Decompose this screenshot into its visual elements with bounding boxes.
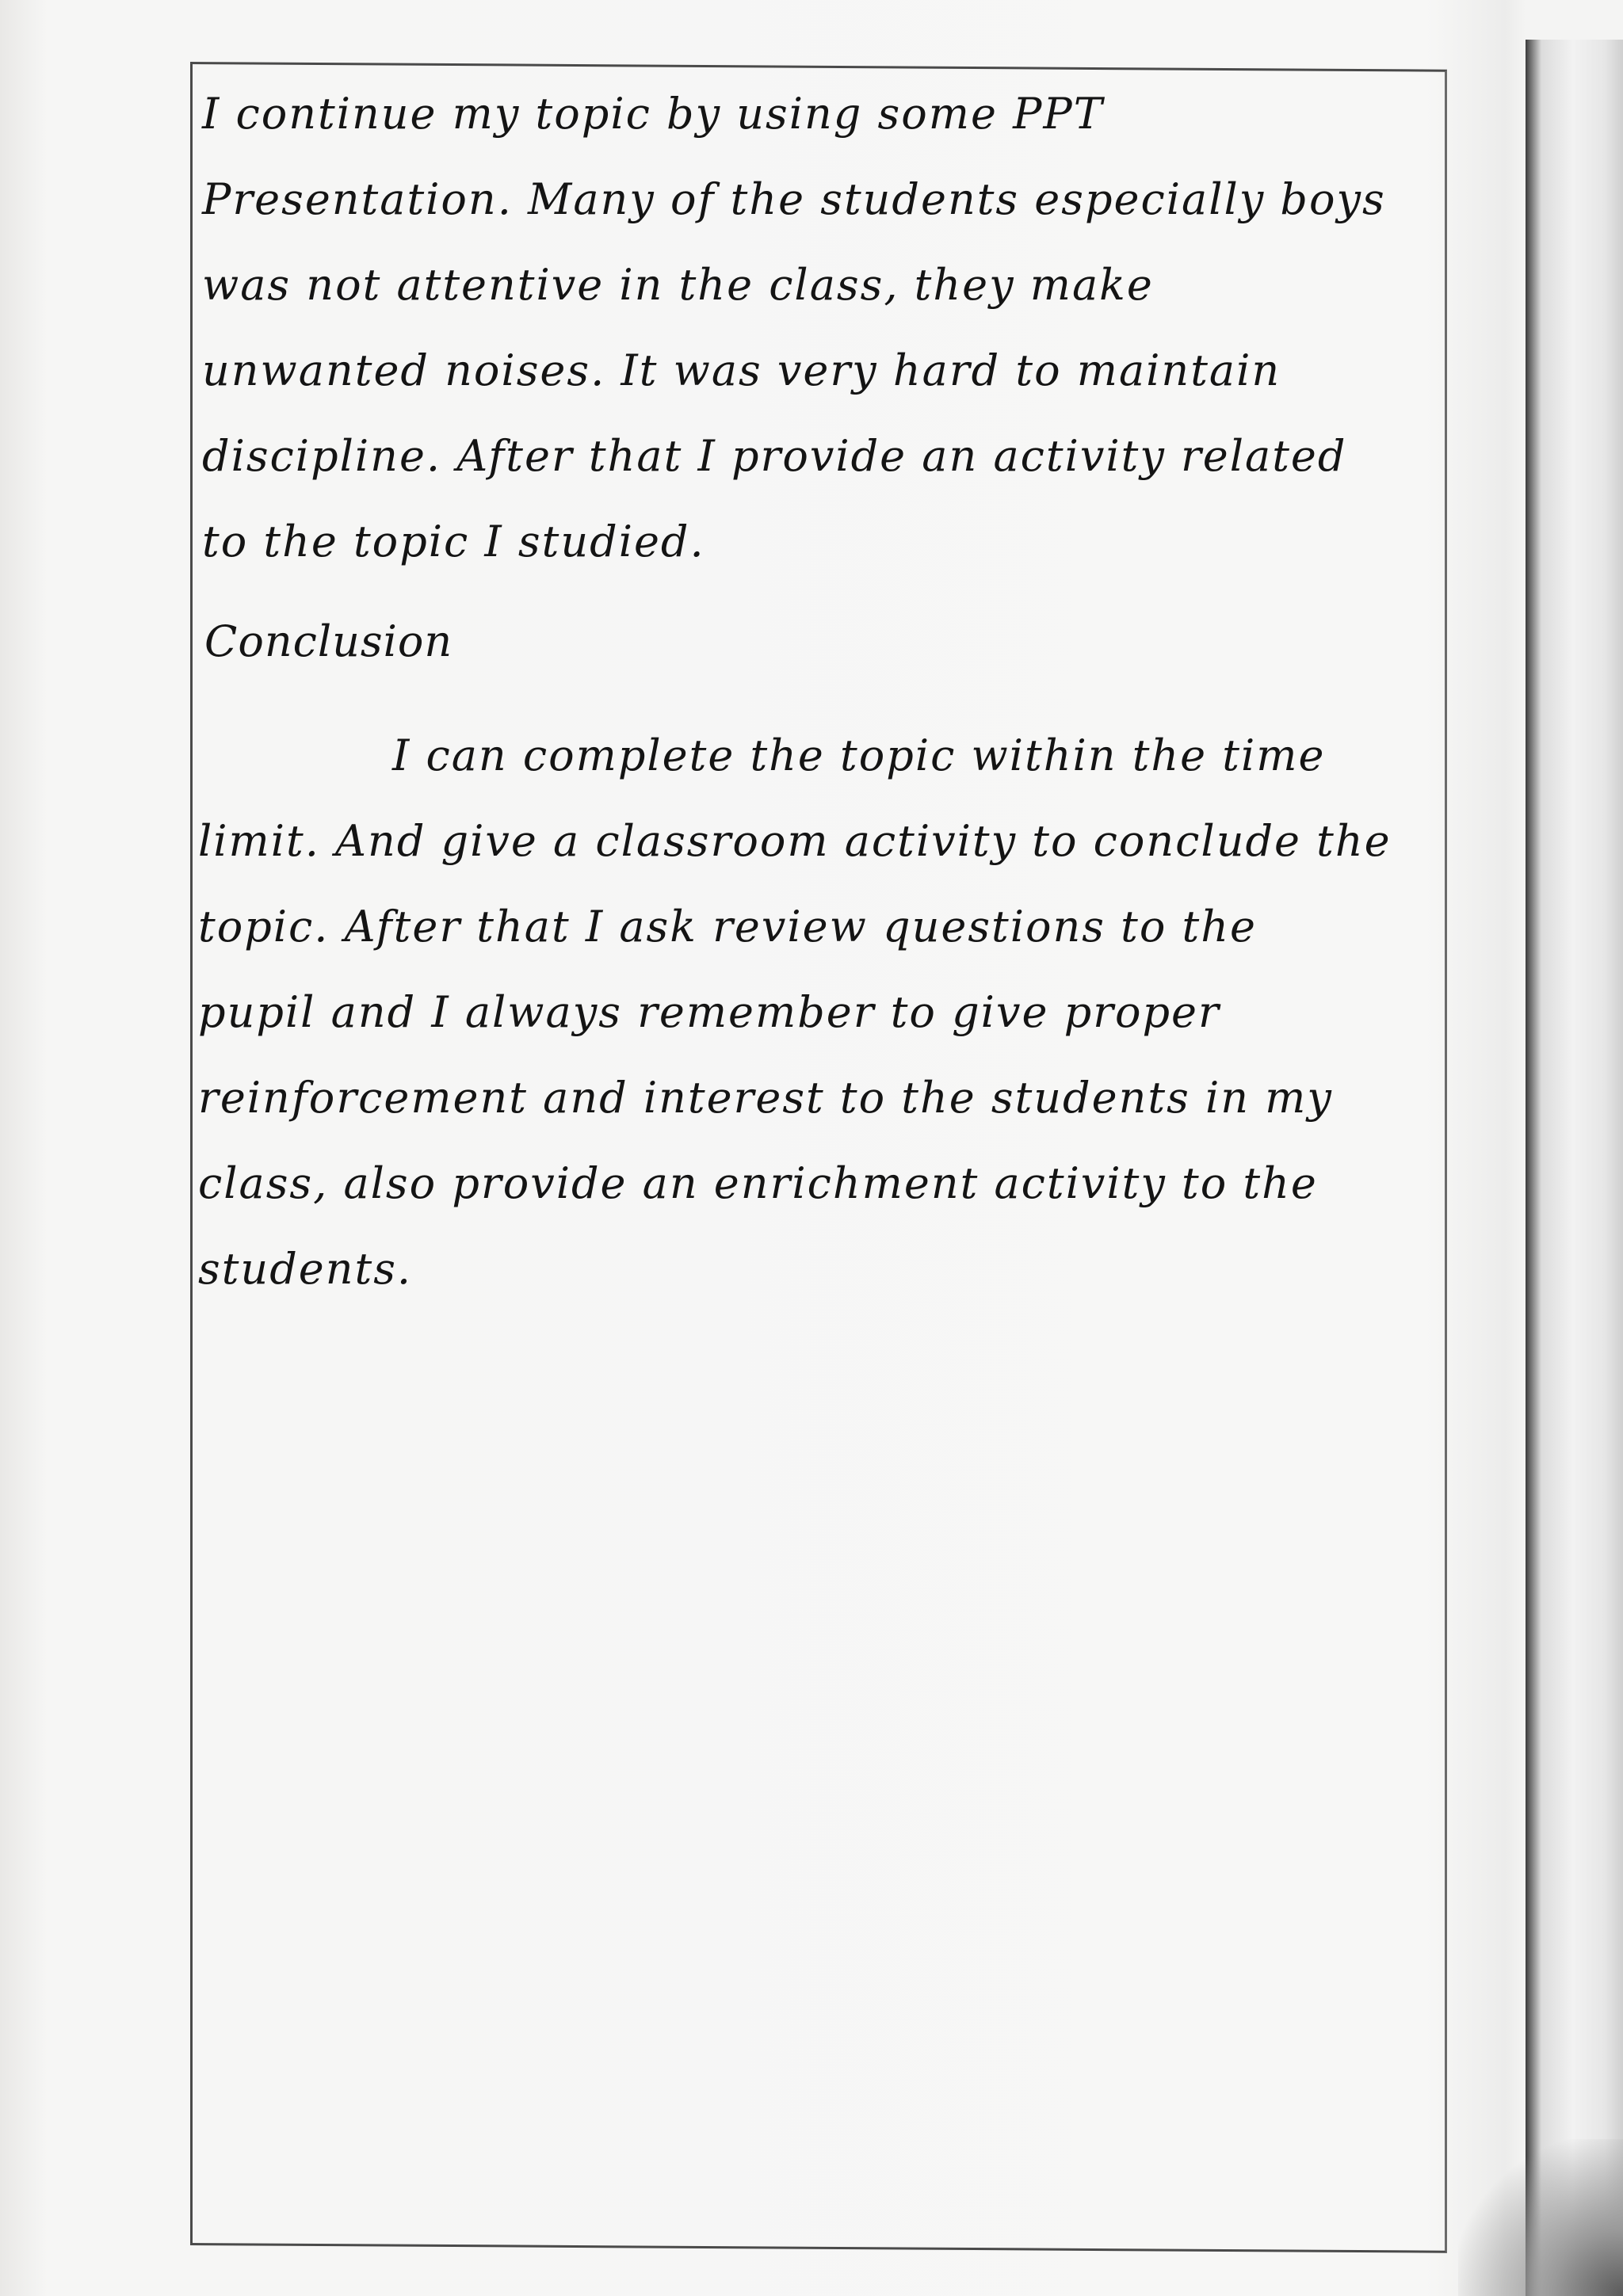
conclusion-heading: Conclusion (204, 616, 453, 666)
handwritten-line: I continue my topic by using some PPT (202, 89, 1104, 139)
handwritten-line: unwanted noises. It was very hard to maintain (202, 345, 1281, 395)
page-corner-shadow (1458, 2139, 1623, 2296)
handwritten-line: limit. And give a classroom activity to conclude the (198, 816, 1392, 866)
handwritten-line: discipline. After that I provide an activity related (202, 431, 1347, 481)
page-binding-shadow (1526, 40, 1623, 2296)
handwritten-line: to the topic I studied. (202, 517, 705, 566)
paragraph-2 (198, 713, 1392, 1312)
paragraph-1 (202, 71, 1386, 585)
handwritten-line: Presentation. Many of the students especially boys (202, 174, 1386, 224)
handwritten-line: was not attentive in the class, they make (202, 260, 1154, 310)
handwritten-line: students. (198, 1244, 413, 1294)
handwritten-line: class, also provide an enrichment activity to the (198, 1158, 1318, 1208)
handwritten-line: reinforcement and interest to the students in my (198, 1073, 1333, 1123)
handwritten-line: I can complete the topic within the time (392, 730, 1326, 780)
handwritten-line: pupil and I always remember to give proper (198, 987, 1220, 1037)
handwritten-line: topic. After that I ask review questions to the (198, 902, 1257, 952)
